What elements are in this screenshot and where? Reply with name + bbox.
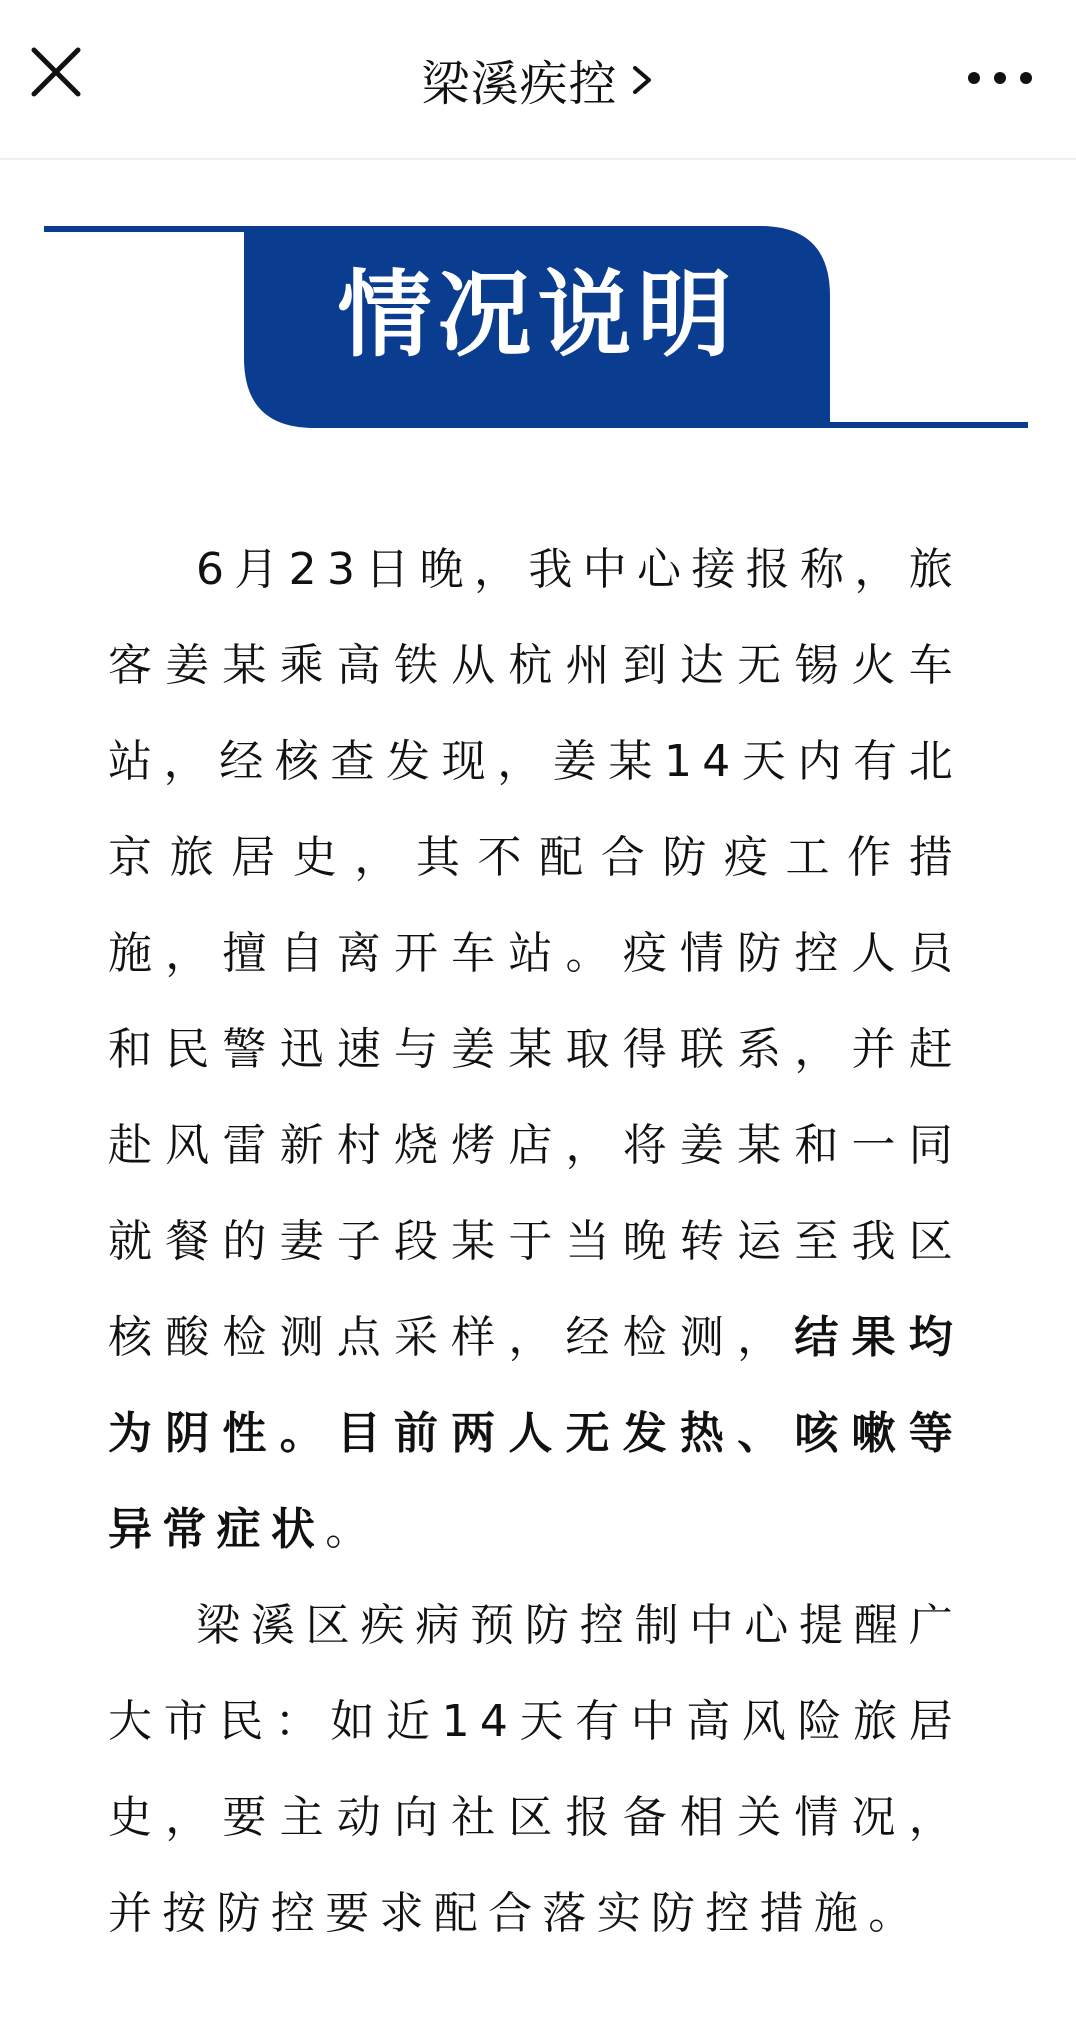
account-title-link[interactable] <box>0 45 1076 114</box>
paragraph-1 <box>108 522 963 1578</box>
banner-title: 情况说明 <box>337 261 738 370</box>
article-body <box>108 522 963 1962</box>
account-name: 梁溪疾控 <box>421 56 618 112</box>
more-button[interactable] <box>960 58 1040 98</box>
chevron-right-icon <box>629 60 655 100</box>
paragraph-1-end: 。 <box>325 1504 380 1555</box>
paragraph-2: 梁溪区疾病预防控制中心提醒广大市民：如近14天有中高风险旅居史，要主动向社区报备相关情况，并按防控要求配合落实防控措施。 <box>108 1600 963 1939</box>
paragraph-1-text: 6月23日晚，我中心接报称，旅客姜某乘高铁从杭州到达无锡火车站，经核查发现，姜某14天内有北京旅居史，其不配合防疫工作措施，擅自离开车站。疫情防控人员和民警迅速与姜某取得联系，并赶赴风雷新村烧烤店，将姜某和一同就餐的妻子段某于当晚转运至我区核酸检测点采样，经检测， <box>108 544 963 1363</box>
more-dots-icon <box>960 58 1040 98</box>
paragraph-1-bold-text: 结果均为阴性。目前两人无发热、咳嗽等异常症状 <box>108 1312 963 1555</box>
header-divider <box>0 158 1076 160</box>
top-bar <box>0 0 1076 160</box>
